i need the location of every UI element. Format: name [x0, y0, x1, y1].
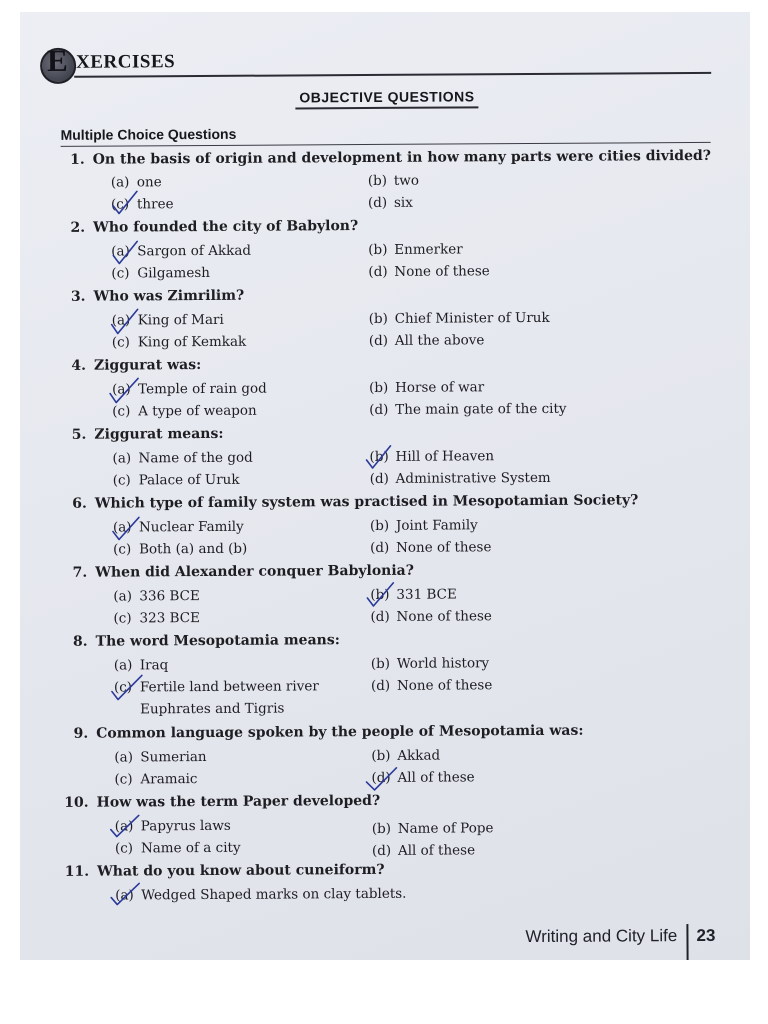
objective-questions-heading: OBJECTIVE QUESTIONS: [295, 88, 478, 109]
option-3d: (d) All the above: [368, 332, 485, 349]
question-9: 9. Common language spoken by the people of Mesopotamia was:: [73, 722, 584, 742]
option-3c: (c) King of Kemkak: [111, 333, 247, 351]
option-9c: (c) Aramaic: [114, 771, 198, 788]
option-4d: (d) The main gate of the city: [369, 400, 567, 418]
option-5b: (b) Hill of Heaven: [369, 448, 495, 465]
option-8b: (b) World history: [370, 655, 490, 672]
question-7: 7. When did Alexander conquer Babylonia?: [72, 562, 414, 581]
option-10d: (d) All of these: [371, 842, 476, 859]
question-10: 10. How was the term Paper developed?: [64, 792, 381, 811]
option-3b: (b) Chief Minister of Uruk: [368, 309, 550, 327]
option-5c: (c) Palace of Uruk: [112, 471, 240, 489]
option-4b: (b) Horse of war: [369, 379, 485, 396]
option-2c: (c) Gilgamesh: [111, 264, 210, 282]
option-2d: (d) None of these: [368, 263, 490, 280]
option-5a: (a) Name of the god: [112, 449, 253, 467]
option-6b: (b) Joint Family: [369, 517, 478, 534]
question-8: 8. The word Mesopotamia means:: [72, 632, 340, 650]
option-10a: (a) Papyrus laws: [114, 817, 231, 835]
question-6: 6. Which type of family system was practised in Mesopotamian Society?: [72, 492, 639, 512]
option-9a: (a) Sumerian: [114, 748, 207, 766]
option-8a: (a) Iraq: [113, 657, 169, 674]
option-7b: (b) 331 BCE: [370, 586, 457, 603]
option-6d: (d) None of these: [370, 539, 492, 556]
option-4c: (c) A type of weapon: [112, 402, 257, 420]
option-2b: (b) Enmerker: [368, 241, 463, 258]
footer-chapter-title: Writing and City Life: [525, 926, 678, 947]
page-number: 23: [696, 925, 716, 946]
option-3a: (a) King of Mari: [111, 311, 224, 329]
option-6c: (c) Both (a) and (b): [113, 540, 248, 558]
option-8c-continued: Euphrates and Tigris: [140, 700, 285, 718]
option-7a: (a) 336 BCE: [113, 588, 200, 605]
option-8c: (c) Fertile land between river: [113, 678, 319, 696]
exercises-badge-letter: E: [46, 42, 68, 78]
option-10c: (c) Name of a city: [114, 839, 241, 857]
question-3: 3. Who was Zimrilim?: [70, 287, 245, 305]
section-rule: [61, 142, 711, 147]
question-4: 4. Ziggurat was:: [71, 357, 202, 374]
option-9d: (d) All of these: [371, 769, 475, 786]
option-1a: (a) one: [110, 174, 162, 191]
option-11a: (a) Wedged Shaped marks on clay tablets.: [115, 885, 407, 904]
option-7d: (d) None of these: [370, 608, 492, 625]
question-5: 5. Ziggurat means:: [71, 425, 224, 443]
option-5d: (d) Administrative System: [369, 469, 551, 487]
question-11: 11. What do you know about cuneiform?: [64, 861, 385, 880]
question-2: 2. Who founded the city of Babylon?: [70, 218, 359, 236]
exercises-title: XERCISES: [76, 51, 176, 73]
option-9b: (b) Akkad: [371, 747, 441, 764]
option-8d: (d) None of these: [370, 677, 493, 694]
option-10b: (b) Name of Pope: [371, 820, 494, 837]
question-1: 1. On the basis of origin and development in how many parts were cities divided?: [70, 147, 712, 168]
option-4a: (a) Temple of rain god: [112, 380, 267, 398]
option-1d: (d) six: [367, 194, 413, 211]
option-2a: (a) Sargon of Akkad: [111, 242, 252, 260]
footer-divider: [686, 924, 688, 960]
option-6a: (a) Nuclear Family: [112, 518, 244, 536]
page-photo: [20, 12, 750, 960]
option-1c: (c) three: [110, 196, 174, 213]
section-heading: Multiple Choice Questions: [60, 125, 237, 143]
option-1b: (b) two: [367, 172, 420, 189]
option-7c: (c) 323 BCE: [113, 610, 200, 627]
textbook-page: [40, 40, 721, 954]
